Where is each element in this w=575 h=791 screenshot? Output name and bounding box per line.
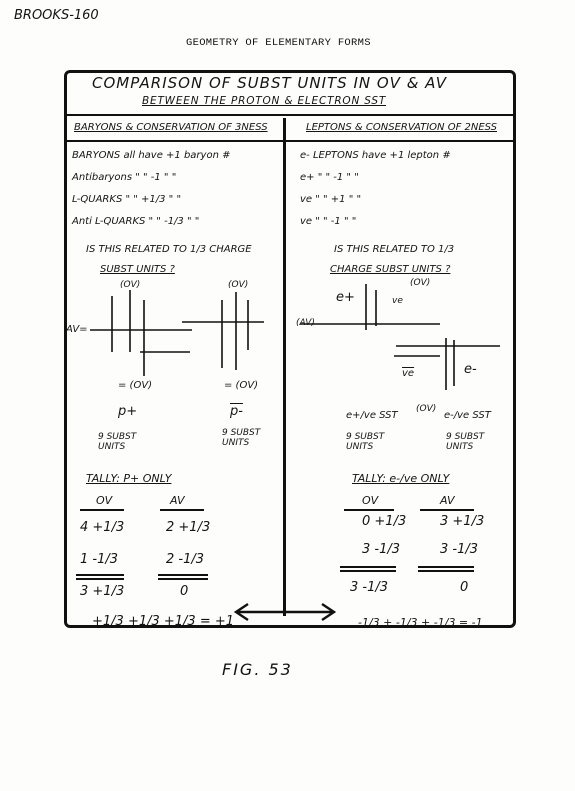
page-title: GEOMETRY OF ELEMENTARY FORMS: [186, 37, 371, 49]
left-ov-eq: = (OV): [118, 380, 153, 391]
left-tally-cell: 2 +1/3: [166, 520, 211, 535]
box-title-line1: COMPARISON OF SUBST UNITS IN OV & AV: [92, 74, 447, 92]
author-mark: BROOKS-160: [14, 8, 99, 23]
left-count: 9 SUBST UNITS: [98, 432, 137, 452]
left-row: BARYONS all have +1 baryon #: [72, 150, 231, 161]
right-row: ve " " -1 " ": [300, 216, 357, 227]
particle-electron: e-: [464, 362, 477, 377]
left-row: Antibaryons " " -1 " ": [72, 172, 177, 183]
left-row: L-QUARKS " " +1/3 " ": [72, 194, 182, 205]
left-av-label: AV=: [66, 324, 88, 335]
left-col-ov: OV: [96, 494, 113, 507]
right-row: ve " " +1 " ": [300, 194, 362, 205]
right-tally-total: 3 -1/3: [350, 580, 389, 595]
left-question-line1: IS THIS RELATED TO 1/3 CHARGE: [86, 244, 252, 255]
right-row: e+ " " -1 " ": [300, 172, 359, 183]
left-tally-cell: 1 -1/3: [80, 552, 119, 567]
left-ov-label: (OV): [228, 280, 249, 290]
particle-positron: e+: [336, 290, 355, 305]
right-count: 9 SUBST UNITS: [446, 432, 485, 452]
right-col-av: AV: [440, 494, 455, 507]
right-question-line2: CHARGE SUBST UNITS ?: [330, 264, 451, 275]
right-tally-cell: 3 -1/3: [440, 542, 479, 557]
right-sum-line: -1/3 + -1/3 + -1/3 = -1: [358, 616, 483, 629]
right-heading: LEPTONS & CONSERVATION OF 2NESS: [306, 122, 497, 133]
right-question-line1: IS THIS RELATED TO 1/3: [334, 244, 455, 255]
left-count: 9 SUBST UNITS: [222, 428, 261, 448]
left-col-av: AV: [170, 494, 185, 507]
right-tally-cell: 3 -1/3: [362, 542, 401, 557]
right-col-ov: OV: [362, 494, 379, 507]
right-pair: e+/ve SST: [346, 410, 398, 421]
left-ov-label: (OV): [120, 280, 141, 290]
particle-antiproton: p-: [230, 404, 243, 419]
left-tally-total: 3 +1/3: [80, 584, 125, 599]
left-sum-line: +1/3 +1/3 +1/3 = +1: [92, 614, 235, 629]
left-row: Anti L-QUARKS " " -1/3 " ": [72, 216, 200, 227]
right-tally-title: TALLY: e-/ve ONLY: [352, 472, 450, 485]
right-av-label: (AV): [296, 318, 315, 328]
box-title-line2: BETWEEN THE PROTON & ELECTRON SST: [142, 95, 387, 107]
particle-proton: p+: [118, 404, 138, 419]
left-question-line2: SUBST UNITS ?: [100, 264, 175, 275]
left-tally-title: TALLY: P+ ONLY: [86, 472, 172, 485]
left-tally-cell: 4 +1/3: [80, 520, 125, 535]
right-tally-cell: 0 +1/3: [362, 514, 407, 529]
left-heading: BARYONS & CONSERVATION OF 3NESS: [74, 122, 268, 133]
left-ov-eq: = (OV): [224, 380, 259, 391]
left-tally-cell: 2 -1/3: [166, 552, 205, 567]
particle-antineutrino: $\overline{ve}$: [402, 368, 415, 379]
right-pair: e-/ve SST: [444, 410, 491, 421]
right-tally-total: 0: [460, 580, 469, 595]
particle-neutrino: ve: [392, 296, 403, 306]
right-row: e- LEPTONS have +1 lepton #: [300, 150, 451, 161]
right-count: 9 SUBST UNITS: [346, 432, 385, 452]
right-tally-cell: 3 +1/3: [440, 514, 485, 529]
right-ov-label: (OV): [416, 404, 437, 414]
right-ov-label: (OV): [410, 278, 431, 288]
figure-label: FIG. 53: [222, 660, 293, 679]
left-tally-total: 0: [180, 584, 189, 599]
